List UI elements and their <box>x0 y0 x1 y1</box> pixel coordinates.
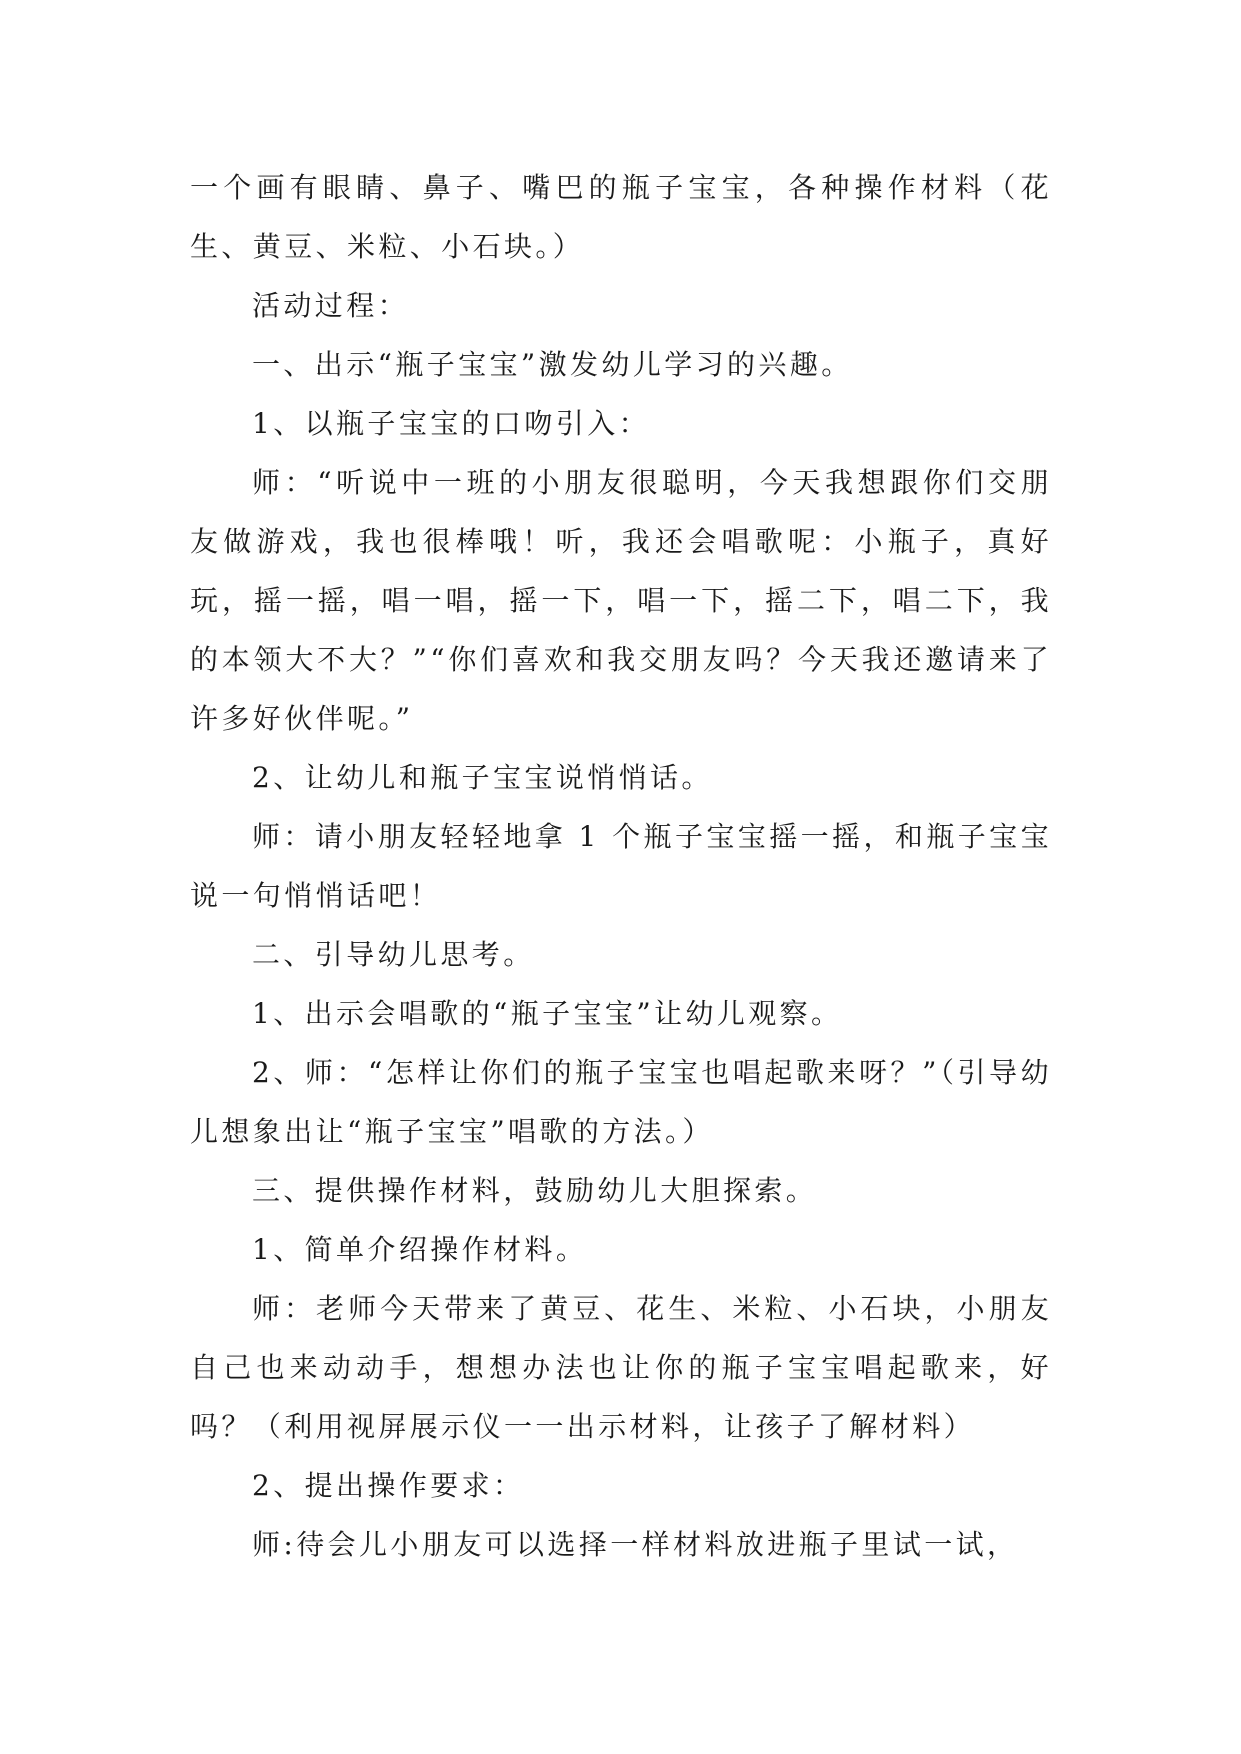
paragraph: 活动过程： <box>252 289 410 322</box>
paragraph: 1、以瓶子宝宝的口吻引入： <box>252 407 651 440</box>
paragraph: 2、师：“怎样让你们的瓶子宝宝也唱起歌来呀？”（引导幼儿想象出让“瓶子宝宝”唱歌的方法。） <box>190 1056 1052 1148</box>
paragraph: 师：老师今天带来了黄豆、花生、米粒、小石块，小朋友自己也来动动手，想想办法也让你的瓶子宝宝唱起歌来，好吗？（利用视屏展示仪一一出示材料，让孩子了解材料） <box>190 1292 1052 1443</box>
paragraph: 师:待会儿小朋友可以选择一样材料放进瓶子里试一试， <box>252 1528 1019 1561</box>
paragraph: 2、让幼儿和瓶子宝宝说悄悄话。 <box>252 761 713 794</box>
document-body <box>190 158 1052 1574</box>
paragraph: 1、简单介绍操作材料。 <box>252 1233 588 1266</box>
section-heading: 三、提供操作材料，鼓励幼儿大胆探索。 <box>252 1174 818 1207</box>
paragraph: 师：“听说中一班的小朋友很聪明，今天我想跟你们交朋友做游戏，我也很棒哦！听，我还会唱歌呢：小瓶子，真好玩，摇一摇，唱一唱，摇一下，唱一下，摇二下，唱二下，我的本领大不大？”“你们喜欢和我交朋友吗？今天我还邀请来了许多好伙伴呢。” <box>190 466 1052 735</box>
paragraph: 2、提出操作要求： <box>252 1469 525 1502</box>
paragraph: 师：请小朋友轻轻地拿 1 个瓶子宝宝摇一摇，和瓶子宝宝说一句悄悄话吧！ <box>190 820 1052 912</box>
section-heading: 二、引导幼儿思考。 <box>252 938 535 971</box>
section-heading: 一、出示“瓶子宝宝”激发幼儿学习的兴趣。 <box>252 348 853 381</box>
paragraph: 1、出示会唱歌的“瓶子宝宝”让幼儿观察。 <box>252 997 843 1030</box>
paragraph: 一个画有眼睛、鼻子、嘴巴的瓶子宝宝，各种操作材料（花生、黄豆、米粒、小石块。） <box>190 171 1052 263</box>
